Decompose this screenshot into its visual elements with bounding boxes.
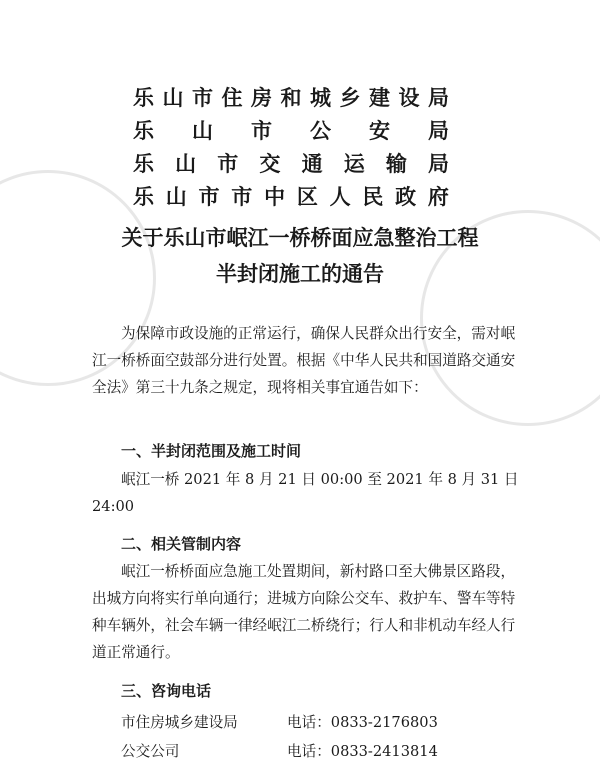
authority-char: 交 [259, 150, 281, 176]
notice-title-line-2: 半封闭施工的通告 [216, 262, 384, 286]
authority-char: 山 [192, 117, 213, 143]
authority-char: 乡 [339, 84, 361, 110]
authority-char: 乐 [133, 117, 154, 143]
authority-char: 通 [301, 150, 323, 176]
authority-char: 人 [329, 183, 351, 209]
section-body-control: 岷江一桥桥面应急施工处置期间，新村路口至大佛景区路段，出城方向将实行单向通行；进城方向除公交车、救护车、警车等特种车辆外，社会车辆一律经岷江二桥绕行；行人和非机动车经人行道正常通行。 [92, 563, 516, 661]
contact-phone: 电话：0833-2413814 [287, 743, 438, 760]
authority-char: 市 [251, 117, 272, 143]
authority-char: 建 [369, 84, 390, 110]
authority-char: 山 [165, 183, 187, 209]
contact-org: 公交公司 [121, 743, 180, 760]
authority-line-transport [133, 146, 449, 179]
intro-paragraph: 为保障市政设施的正常运行，确保人民群众出行安全，需对岷江一桥桥面空鼓部分进行处置。根据《中华人民共和国道路交通安全法》第三十九条之规定，现将相关事宜通告如下： [92, 325, 516, 396]
authority-char: 局 [427, 150, 449, 176]
notice-title-line-1: 关于乐山市岷江一桥桥面应急整治工程 [121, 226, 479, 250]
section-body-time: 岷江一桥 2021 年 8 月 21 日 00:00 至 2021 年 8 月 31 日 24:00 [92, 471, 519, 515]
authority-char: 市 [231, 183, 253, 209]
authority-char: 府 [427, 183, 449, 209]
authority-line-housing [133, 80, 449, 113]
authority-char: 政 [395, 183, 417, 209]
authority-char: 乐 [133, 150, 154, 176]
authority-char: 市 [192, 84, 213, 110]
authority-char: 乐 [133, 84, 154, 110]
authority-char: 市 [198, 183, 220, 209]
authority-char: 中 [264, 183, 286, 209]
authority-char: 局 [428, 84, 449, 110]
contact-org: 市住房城乡建设局 [121, 714, 238, 731]
authority-char: 山 [175, 150, 197, 176]
authority-char: 城 [310, 84, 331, 110]
authority-char: 局 [428, 117, 449, 143]
authority-line-district [133, 179, 449, 212]
section-heading-scope: 一、半封闭范围及施工时间 [121, 442, 302, 460]
authority-char: 住 [221, 84, 243, 110]
authority-char: 公 [310, 117, 331, 143]
contact-phone: 电话：0833-2176803 [287, 714, 438, 731]
section-heading-control: 二、相关管制内容 [121, 535, 242, 553]
authority-char: 房 [251, 84, 272, 110]
authority-char: 乐 [133, 183, 154, 209]
authority-char: 和 [280, 84, 302, 110]
authority-char: 设 [398, 84, 420, 110]
authority-char: 区 [296, 183, 318, 209]
authority-line-police [133, 113, 449, 146]
issuing-authorities [133, 80, 449, 212]
authority-char: 山 [162, 84, 184, 110]
authority-char: 安 [369, 117, 390, 143]
authority-char: 民 [362, 183, 384, 209]
authority-char: 市 [217, 150, 239, 176]
section-heading-contact: 三、咨询电话 [121, 682, 212, 700]
authority-char: 输 [385, 150, 407, 176]
authority-char: 运 [343, 150, 365, 176]
